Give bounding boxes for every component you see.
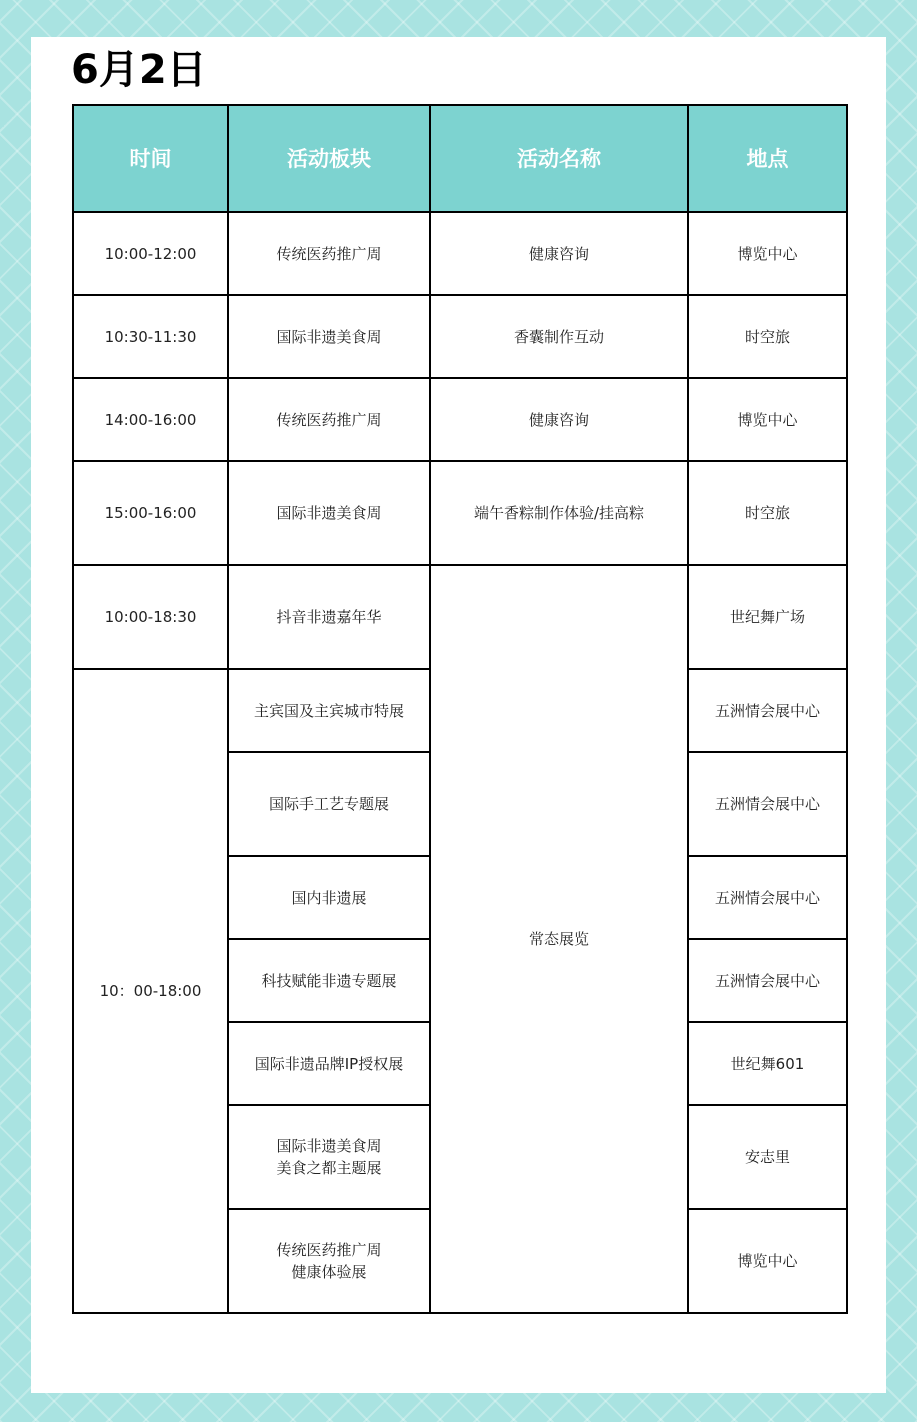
time-cell: 14:00-16:00	[73, 378, 228, 461]
block-line: 美食之都主题展	[276, 1159, 382, 1177]
place-cell: 时空旅	[688, 295, 847, 378]
name-cell: 健康咨询	[430, 212, 688, 295]
block-cell: 国际非遗美食周	[228, 461, 430, 565]
block-cell	[228, 1209, 430, 1313]
header-place: 地点	[688, 105, 847, 212]
name-cell: 端午香粽制作体验/挂高粽	[430, 461, 688, 565]
place-cell: 世纪舞601	[688, 1022, 847, 1105]
place-cell: 博览中心	[688, 1209, 847, 1313]
block-line: 国内非遗展	[291, 888, 367, 907]
table-row	[73, 212, 847, 295]
table-row	[73, 295, 847, 378]
block-cell	[228, 856, 430, 939]
header-block: 活动板块	[228, 105, 430, 212]
time-cell: 10:30-11:30	[73, 295, 228, 378]
block-cell: 抖音非遗嘉年华	[228, 565, 430, 669]
time-cell: 10:00-12:00	[73, 212, 228, 295]
place-cell: 时空旅	[688, 461, 847, 565]
place-cell: 世纪舞广场	[688, 565, 847, 669]
name-cell: 香囊制作互动	[430, 295, 688, 378]
place-cell: 五洲情会展中心	[688, 669, 847, 752]
page-title: 6月2日	[71, 47, 207, 93]
table-row	[73, 461, 847, 565]
block-line: 科技赋能非遗专题展	[261, 971, 397, 990]
place-cell: 安志里	[688, 1105, 847, 1209]
block-cell	[228, 939, 430, 1022]
header-time: 时间	[73, 105, 228, 212]
table-row	[73, 378, 847, 461]
block-cell: 传统医药推广周	[228, 378, 430, 461]
header-name: 活动名称	[430, 105, 688, 212]
block-cell	[228, 1105, 430, 1209]
block-cell: 传统医药推广周	[228, 212, 430, 295]
block-line: 主宾国及主宾城市特展	[253, 701, 404, 720]
block-line: 健康体验展	[291, 1263, 367, 1281]
time-cell: 15:00-16:00	[73, 461, 228, 565]
block-line: 传统医药推广周	[276, 1241, 382, 1259]
place-cell: 博览中心	[688, 212, 847, 295]
header-row	[73, 105, 847, 212]
block-cell	[228, 1022, 430, 1105]
block-line: 国际手工艺专题展	[268, 795, 389, 813]
time-cell: 10:00-18:30	[73, 565, 228, 669]
merged-time-cell: 10：00-18:00	[73, 669, 228, 1313]
name-cell: 健康咨询	[430, 378, 688, 461]
block-line: 国际非遗品牌IP授权展	[254, 1054, 404, 1073]
place-cell: 五洲情会展中心	[688, 939, 847, 1022]
place-cell: 博览中心	[688, 378, 847, 461]
block-cell: 国际非遗美食周	[228, 295, 430, 378]
schedule-table	[72, 104, 848, 1314]
block-cell	[228, 752, 430, 856]
block-line: 国际非遗美食周	[276, 1137, 382, 1155]
block-cell	[228, 669, 430, 752]
place-cell: 五洲情会展中心	[688, 856, 847, 939]
merged-name-cell: 常态展览	[430, 565, 688, 1313]
place-cell: 五洲情会展中心	[688, 752, 847, 856]
table-row	[73, 565, 847, 669]
